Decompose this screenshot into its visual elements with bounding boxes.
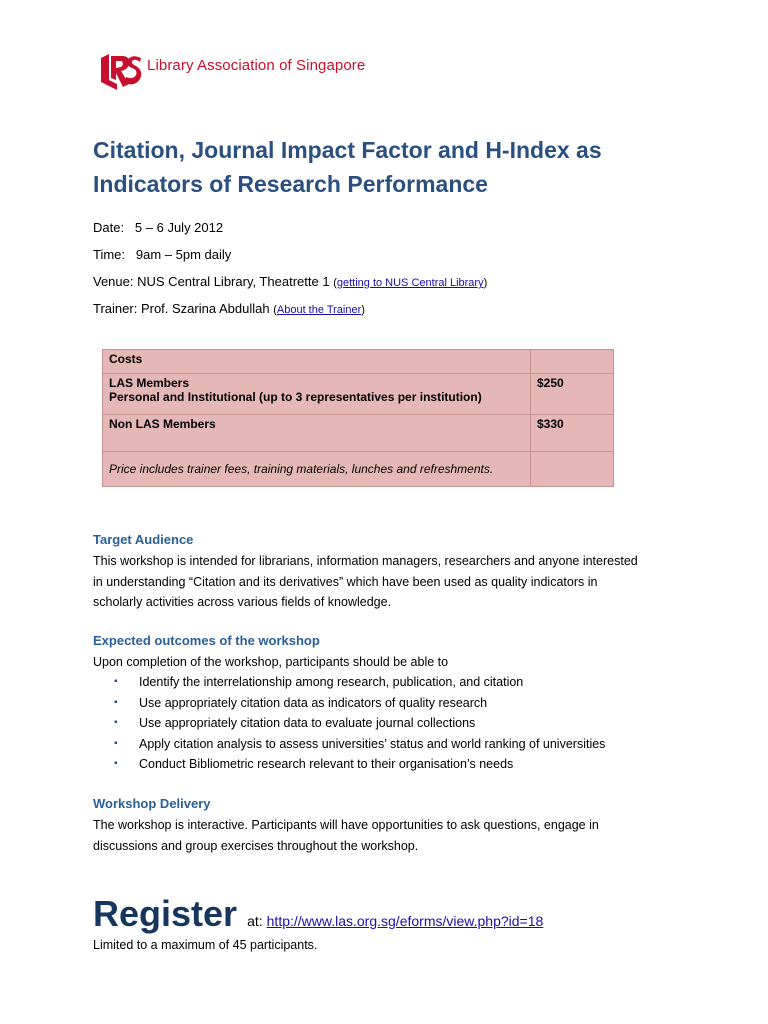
- table-row: [103, 415, 614, 452]
- target-audience-text: This workshop is intended for librarians, information managers, researchers and anyone interested in understanding “Citation and its derivatives” which have been used as quality indicators in scholarly activities across various fields of knowledge.: [93, 554, 638, 609]
- cost-price: $330: [531, 415, 614, 452]
- list-item: ▪ Identify the interrelationship among research, publication, and citation: [114, 672, 605, 693]
- participant-limit: Limited to a maximum of 45 participants.: [93, 938, 318, 952]
- time-label: Time:: [93, 247, 126, 262]
- costs-table: [102, 349, 614, 487]
- bullet-icon: ▪: [114, 737, 118, 749]
- list-item: ▪ Use appropriately citation data to evaluate journal collections: [114, 713, 605, 734]
- outcomes-intro: Upon completion of the workshop, participants should be able to: [93, 655, 449, 669]
- price-note: Price includes trainer fees, training materials, lunches and refreshments.: [103, 452, 531, 487]
- date-row: [93, 220, 223, 235]
- list-item: ▪ Use appropriately citation data as indicators of quality research: [114, 693, 605, 714]
- time-row: [93, 247, 231, 262]
- trainer-value: Prof. Szarina Abdullah: [140, 301, 270, 316]
- trainer-link[interactable]: About the Trainer: [276, 304, 362, 316]
- trainer-row: Trainer: Prof. Szarina Abdullah (About the Trainer): [93, 301, 365, 316]
- delivery-text: The workshop is interactive. Participants will have opportunities to ask questions, engage in discussions and group exercises throughout the workshop.: [93, 818, 599, 853]
- title-line-1: Citation, Journal Impact Factor and H-Index as: [93, 137, 602, 163]
- venue-link[interactable]: getting to NUS Central Library: [336, 277, 484, 289]
- register-heading: Register: [93, 893, 238, 934]
- bullet-icon: ▪: [114, 676, 118, 687]
- cost-sublabel: Personal and Institutional (up to 3 representatives per institution): [109, 390, 482, 404]
- org-name: Library Association of Singapore: [147, 56, 366, 74]
- las-logo-icon: [97, 50, 143, 96]
- list-item: ▪ Apply citation analysis to assess universities’ status and world ranking of universities: [114, 734, 605, 755]
- register-at: at:: [247, 913, 263, 929]
- venue-value: NUS Central Library, Theatrette 1: [137, 274, 330, 289]
- cost-label: LAS Members: [109, 376, 190, 390]
- costs-header: Costs: [103, 350, 531, 374]
- outcomes-list: [114, 672, 605, 775]
- date-label: Date:: [93, 220, 125, 235]
- outcomes-heading: Expected outcomes of the workshop: [93, 633, 320, 648]
- target-audience-heading: Target Audience: [93, 532, 194, 547]
- register-link[interactable]: http://www.las.org.sg/eforms/view.php?id=18: [266, 913, 544, 929]
- logo: [97, 50, 365, 96]
- bullet-icon: ▪: [114, 758, 118, 769]
- venue-label: Venue:: [93, 274, 134, 289]
- cost-price: $250: [531, 374, 614, 415]
- list-item: ▪ Conduct Bibliometric research relevant to their organisation’s needs: [114, 754, 605, 775]
- table-row: [103, 374, 614, 415]
- bullet-icon: ▪: [114, 696, 118, 708]
- trainer-label: Trainer:: [93, 301, 138, 316]
- date-value: 5 – 6 July 2012: [134, 220, 224, 235]
- time-value: 9am – 5pm daily: [135, 247, 232, 262]
- register-row: [93, 893, 543, 935]
- delivery-heading: Workshop Delivery: [93, 796, 211, 811]
- cost-label: Non LAS Members: [103, 415, 531, 452]
- page-title: [93, 133, 713, 201]
- bullet-icon: ▪: [114, 717, 118, 728]
- table-row: [103, 350, 614, 374]
- venue-row: Venue: NUS Central Library, Theatrette 1 (getting to NUS Central Library): [93, 274, 488, 289]
- table-row: [103, 452, 614, 487]
- title-line-2: Indicators of Research Performance: [93, 171, 488, 197]
